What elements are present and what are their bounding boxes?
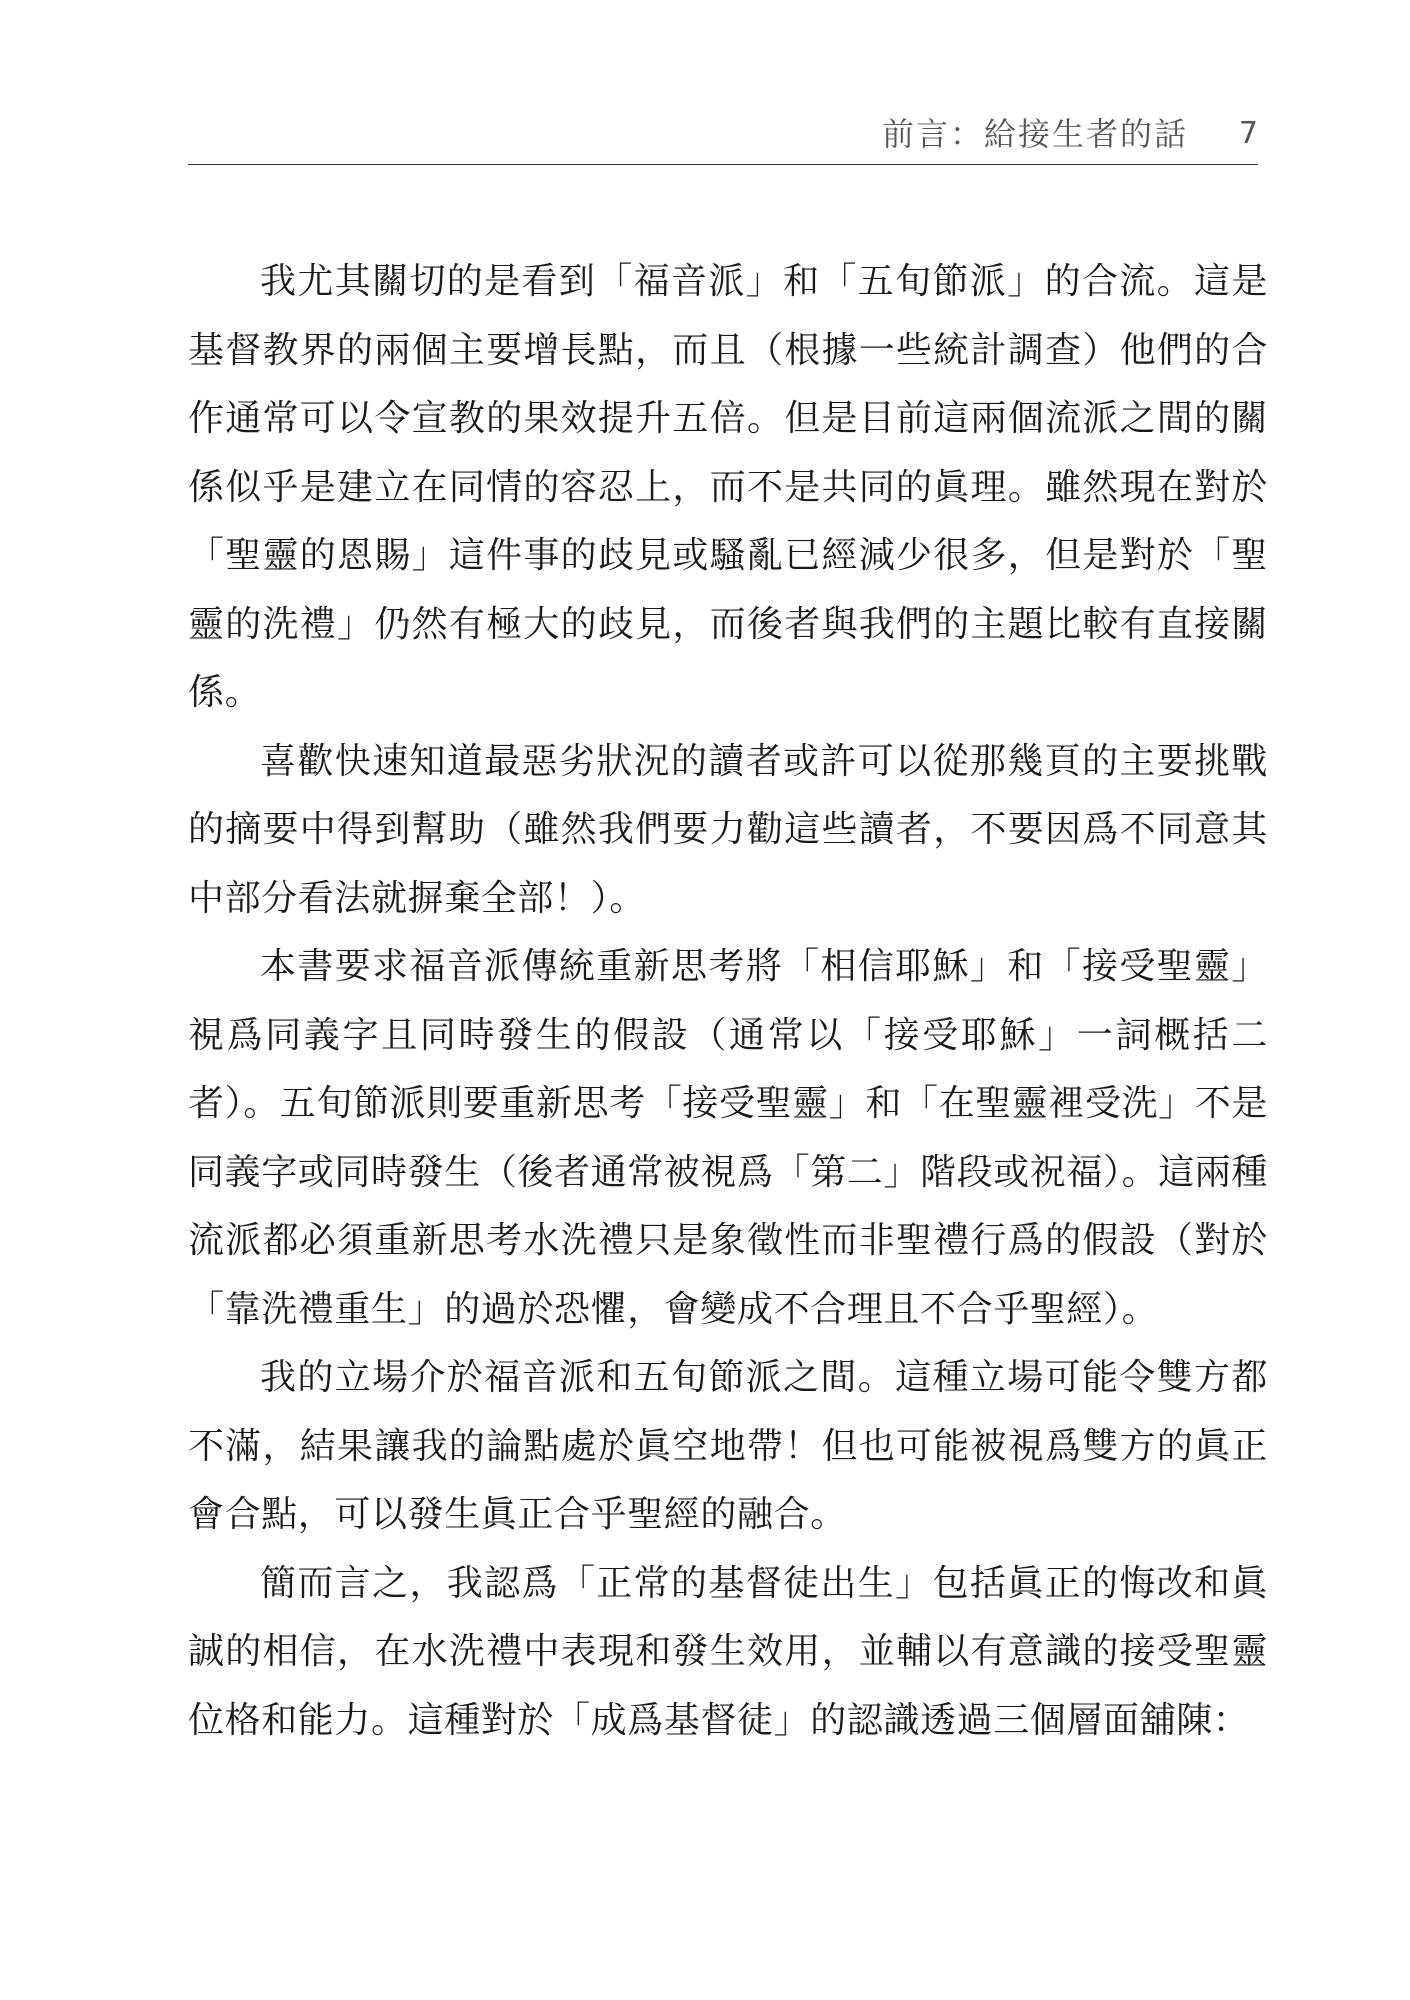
page-number: 7 — [1238, 116, 1258, 151]
paragraph-5: 簡而言之，我認爲「正常的基督徒出生」包括眞正的悔改和眞誠的相信，在水洗禮中表現和發生效用，並輔以有意識的接受聖靈位格和能力。這種對於「成爲基督徒」的認識透過三個層面舖陳： — [188, 1562, 1268, 1741]
paragraph-1: 我尤其關切的是看到「福音派」和「五旬節派」的合流。這是基督教界的兩個主要增長點，而且（根據一些統計調查）他們的合作通常可以令宣教的果效提升五倍。但是目前這兩個流派之間的關係似乎是建立在同情的容忍上，而不是共同的眞理。雖然現在對於「聖靈的恩賜」這件事的歧見或騷亂已經減少很多，但是對於「聖靈的洗禮」仍然有極大的歧見，而後者與我們的主題比較有直接關係。 — [188, 261, 1268, 713]
paragraph-2: 喜歡快速知道最惡劣狀況的讀者或許可以從那幾頁的主要挑戰的摘要中得到幫助（雖然我們要力勸這些讀者，不要因爲不同意其中部分看法就摒棄全部！）。 — [188, 740, 1268, 919]
running-header — [188, 112, 1258, 165]
paragraph-3: 本書要求福音派傳統重新思考將「相信耶穌」和「接受聖靈」視爲同義字且同時發生的假設（通常以「接受耶穌」一詞概括二者）。五旬節派則要重新思考「接受聖靈」和「在聖靈裡受洗」不是同義字或同時發生（後者通常被視爲「第二」階段或祝福）。這兩種流派都必須重新思考水洗禮只是象徵性而非聖禮行爲的假設（對於「靠洗禮重生」的過於恐懼，會變成不合理且不合乎聖經）。 — [188, 946, 1269, 1330]
body-text — [188, 248, 1268, 1755]
paragraph-4: 我的立場介於福音派和五旬節派之間。這種立場可能令雙方都不滿，結果讓我的論點處於眞空地帶！但也可能被視爲雙方的眞正會合點，可以發生眞正合乎聖經的融合。 — [188, 1357, 1268, 1535]
running-title: 前言：給接生者的話 — [881, 115, 1188, 153]
